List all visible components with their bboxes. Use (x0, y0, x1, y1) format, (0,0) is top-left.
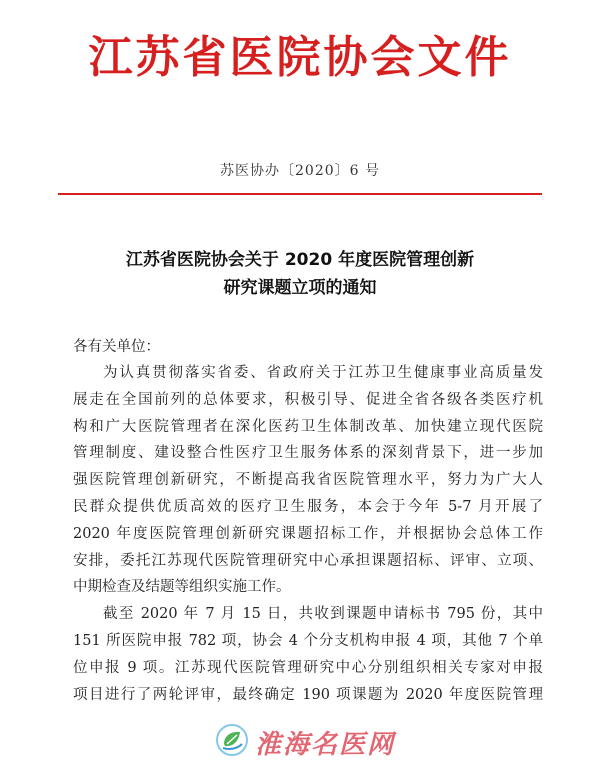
salutation: 各有关单位： (73, 339, 160, 355)
body-line: 强医院管理创新研究，不断提高我省医院管理水平，努力为广大人 (73, 472, 543, 489)
notice-title (0, 246, 600, 302)
body-line: 展走在全国前列的总体要求，积极引导、促进全省各级各类医疗机 (73, 391, 543, 408)
body-line: 中期检查及结题等组织实施工作。 (73, 579, 291, 596)
body-line: 安排，委托江苏现代医院管理研究中心承担课题招标、评审、立项、 (73, 552, 543, 569)
body-line: 2020 年度医院管理创新研究课题招标工作，并根据协会总体工作 (73, 525, 543, 542)
body-line: 截至 2020 年 7 月 15 日，共收到课题申请标书 795 份，其中 (103, 606, 543, 623)
notice-body (73, 360, 543, 708)
body-line: 管理制度、建设整合性医疗卫生服务体系的深刻背景下，进一步加 (73, 445, 543, 462)
watermark-text: 淮海名医网 (255, 729, 396, 760)
green-leaf-logo-icon (215, 723, 249, 761)
body-line: 项目进行了两轮评审，最终确定 190 项课题为 2020 年度医院管理 (73, 686, 543, 703)
notice-title-line-2: 研究课题立项的通知 (223, 278, 377, 298)
document-header-title: 江苏省医院协会文件 (88, 32, 512, 83)
header-divider-line (58, 193, 542, 195)
body-line: 民群众提供优质高效的医疗卫生服务，本会于今年 5-7 月开展了 (73, 498, 543, 515)
body-line: 构和广大医院管理者在深化医药卫生体制改革、加快建立现代医院 (73, 418, 543, 435)
body-line: 为认真贯彻落实省委、省政府关于江苏卫生健康事业高质量发 (103, 365, 543, 381)
notice-title-line-1: 江苏省医院协会关于 2020 年度医院管理创新 (125, 250, 475, 270)
document-number: 苏医协办〔2020〕6 号 (220, 163, 380, 179)
body-line: 位申报 9 项。江苏现代医院管理研究中心分别组织相关专家对申报 (73, 659, 543, 676)
watermark (215, 722, 395, 762)
body-line: 151 所医院申报 782 项，协会 4 个分支机构申报 4 项，其他 7 个单 (73, 632, 543, 649)
